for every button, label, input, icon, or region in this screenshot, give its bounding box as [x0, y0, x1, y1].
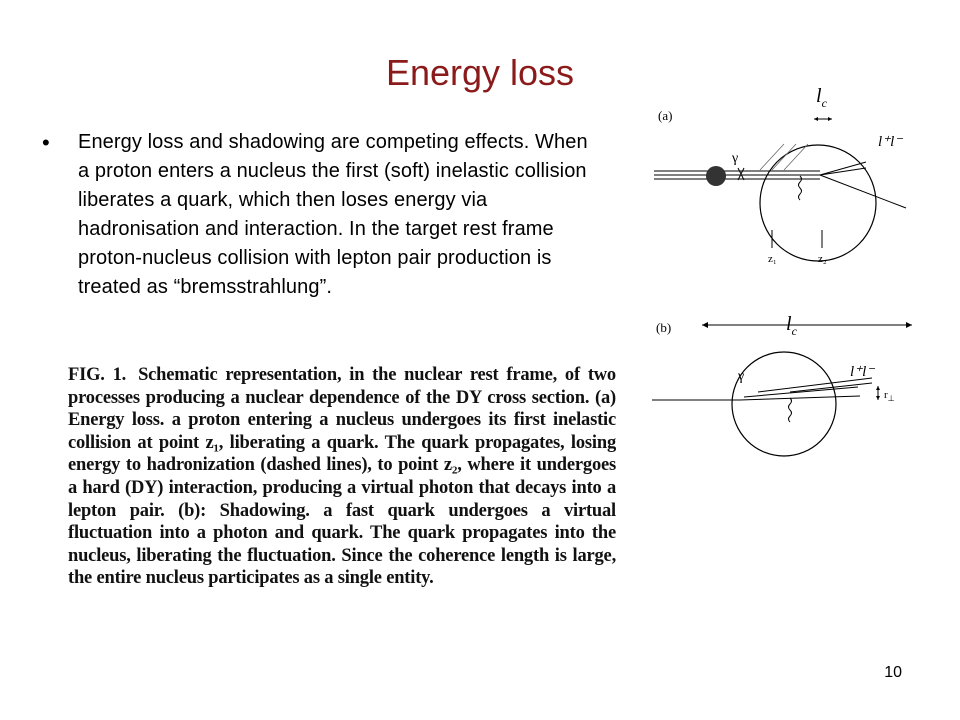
panel-b-lc-label: $l_c$: [786, 313, 797, 338]
panel-a-z2: z₂: [818, 253, 827, 265]
caption-text: Schematic representation, in the nuclear rest frame, of two processes producing a nuclear dependence of the DY cross section. (a) Energy loss. a proton entering a nucleus undergoes its first inelastic collision at point z₁, liberating a quark. The quark propagates, losing energy to hadronization (dashed lines), to point z₂, where it undergoes a hard (DY) interaction, producing a virtual photon that decays into a lepton pair. (b): Shadowing. a fast quark undergoes a virtual fluctuation into a photon and quark. The quark propagates into the nucleus, liberating the fluctuation. Since the coherence length is large, the entire nucleus participates as a single entity.: [68, 365, 616, 589]
gluon-line-b: [789, 398, 792, 422]
panel-a-lc-label: $l_c$: [816, 85, 827, 110]
slide-title: Energy loss: [385, 52, 575, 93]
bullet-item: [42, 128, 602, 302]
nucleus-circle-a: [760, 145, 876, 261]
panel-b-label: (b): [656, 320, 672, 335]
panel-a-gamma: γ: [732, 151, 739, 166]
panel-a-label: (a): [658, 108, 673, 123]
panel-b-lepton-pair: l⁺l⁻: [850, 364, 875, 380]
panel-b: [652, 313, 912, 456]
panel-a-z1: z₁: [768, 253, 777, 265]
bullet-dot: •: [42, 130, 50, 155]
panel-b-gamma: γ: [738, 369, 745, 384]
figure-caption: [68, 364, 616, 590]
panel-a: [654, 85, 906, 265]
page-number: 10: [884, 664, 902, 681]
bullet-text: Energy loss and shadowing are competing effects. When a proton enters a nucleus the first (soft) inelastic collision liberates a quark, which then loses energy via hadronisation and interaction. In the target rest frame proton-nucleus collision with lepton pair production is treated as “bremsstrahlung”.: [78, 131, 588, 298]
panel-b-r: $r_\perp$: [884, 389, 895, 403]
caption-label: FIG. 1.: [68, 365, 127, 385]
nucleus-circle-b: [732, 352, 836, 456]
panel-a-lepton-pair: l⁺l⁻: [878, 134, 903, 150]
gluon-line-a: [799, 176, 802, 200]
schematic-figure: [640, 80, 930, 460]
proton-blob: [706, 166, 726, 186]
